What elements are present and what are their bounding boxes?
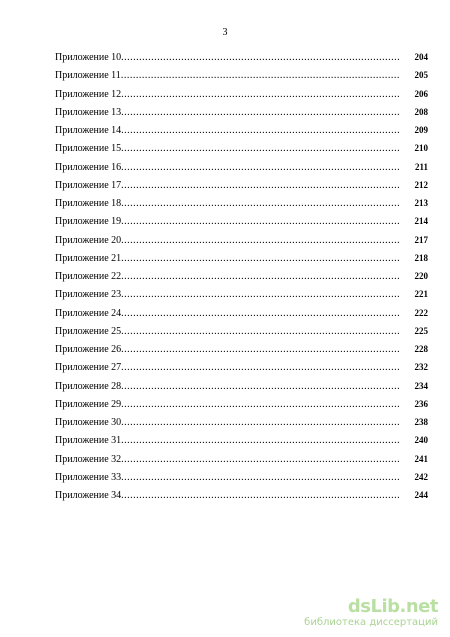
toc-leader-dots bbox=[121, 177, 400, 195]
toc-label: Приложение 12 bbox=[55, 88, 122, 100]
toc-leader-dots bbox=[121, 232, 400, 250]
toc-label: Приложение 25 bbox=[55, 325, 122, 337]
toc-page-number: 211 bbox=[414, 161, 428, 172]
toc-leader-dots bbox=[121, 159, 400, 177]
toc-page-number: 222 bbox=[414, 307, 428, 318]
toc-page-number: 210 bbox=[414, 143, 428, 154]
toc-page-number: 234 bbox=[414, 380, 428, 391]
toc-page-number: 204 bbox=[414, 52, 428, 62]
toc-row bbox=[55, 431, 428, 449]
toc-page-number: 209 bbox=[414, 125, 428, 135]
watermark-logo: dsLib.net bbox=[347, 596, 438, 617]
toc-label: Приложение 29 bbox=[55, 398, 122, 410]
toc-page-number: 206 bbox=[414, 88, 428, 99]
toc-leader-dots bbox=[121, 432, 400, 450]
toc-page-number: 241 bbox=[414, 453, 428, 464]
toc-leader-dots bbox=[121, 359, 400, 377]
watermark bbox=[258, 597, 438, 629]
toc-row bbox=[55, 103, 428, 121]
toc-label: Приложение 22 bbox=[55, 271, 122, 282]
toc-row bbox=[55, 249, 428, 267]
toc-leader-dots bbox=[121, 268, 400, 286]
toc-row bbox=[55, 194, 428, 212]
toc-row bbox=[55, 395, 428, 413]
toc-leader-dots bbox=[121, 469, 400, 487]
toc-row bbox=[55, 450, 428, 468]
toc-label: Приложение 23 bbox=[55, 289, 122, 301]
toc-page-number: 228 bbox=[414, 344, 428, 354]
toc-page-number: 218 bbox=[414, 252, 428, 263]
toc-row bbox=[55, 486, 428, 504]
toc-label: Приложение 13 bbox=[55, 106, 122, 118]
toc-leader-dots bbox=[121, 104, 400, 122]
toc-leader-dots bbox=[121, 140, 400, 158]
toc-leader-dots bbox=[121, 451, 400, 469]
toc-leader-dots bbox=[121, 286, 400, 304]
toc-page-number: 236 bbox=[414, 398, 428, 409]
toc-label: Приложение 14 bbox=[55, 125, 122, 136]
toc-leader-dots bbox=[121, 396, 400, 414]
toc-page-number: 225 bbox=[414, 325, 428, 336]
toc-page-number: 217 bbox=[414, 234, 428, 245]
toc-leader-dots bbox=[121, 378, 400, 396]
toc-label: Приложение 16 bbox=[55, 161, 122, 173]
toc-leader-dots bbox=[121, 323, 400, 341]
toc-label: Приложение 33 bbox=[55, 471, 122, 483]
toc-row bbox=[55, 322, 428, 340]
toc-row bbox=[55, 176, 428, 194]
toc-leader-dots bbox=[121, 86, 400, 104]
toc-label: Приложение 31 bbox=[55, 435, 122, 447]
toc-row bbox=[55, 304, 428, 322]
toc-leader-dots bbox=[121, 195, 400, 213]
table-of-contents bbox=[55, 48, 428, 504]
toc-label: Приложение 11 bbox=[55, 70, 121, 82]
toc-label: Приложение 28 bbox=[55, 380, 122, 392]
toc-page-number: 242 bbox=[414, 471, 428, 482]
toc-leader-dots bbox=[121, 414, 400, 432]
toc-leader-dots bbox=[121, 341, 400, 359]
toc-leader-dots bbox=[121, 305, 400, 323]
toc-page-number: 221 bbox=[414, 289, 428, 300]
toc-page-number: 232 bbox=[414, 362, 428, 373]
toc-label: Приложение 26 bbox=[55, 344, 122, 355]
toc-page-number: 213 bbox=[414, 198, 428, 208]
toc-row bbox=[55, 139, 428, 157]
watermark-subtitle: библиотека диссертаций bbox=[304, 617, 438, 628]
toc-page-number: 240 bbox=[414, 435, 428, 446]
toc-row bbox=[55, 377, 428, 395]
toc-label: Приложение 32 bbox=[55, 453, 122, 465]
toc-label: Приложение 27 bbox=[55, 362, 122, 374]
toc-row bbox=[55, 413, 428, 431]
toc-row bbox=[55, 121, 428, 139]
toc-row bbox=[55, 85, 428, 103]
toc-label: Приложение 15 bbox=[55, 143, 122, 155]
toc-row bbox=[55, 285, 428, 303]
toc-row bbox=[55, 340, 428, 358]
toc-row bbox=[55, 267, 428, 285]
toc-label: Приложение 20 bbox=[55, 234, 122, 246]
toc-row bbox=[55, 158, 428, 176]
toc-leader-dots bbox=[121, 250, 400, 268]
toc-row bbox=[55, 212, 428, 230]
toc-page-number: 205 bbox=[414, 70, 428, 81]
toc-leader-dots bbox=[121, 49, 400, 67]
toc-leader-dots bbox=[121, 122, 400, 140]
toc-page-number: 212 bbox=[414, 179, 428, 190]
toc-row bbox=[55, 48, 428, 66]
toc-page-number: 208 bbox=[414, 106, 428, 117]
toc-leader-dots bbox=[121, 213, 400, 231]
toc-leader-dots bbox=[121, 67, 400, 85]
toc-label: Приложение 10 bbox=[55, 52, 122, 63]
toc-label: Приложение 34 bbox=[55, 490, 122, 501]
toc-row bbox=[55, 66, 428, 84]
toc-row bbox=[55, 358, 428, 376]
toc-label: Приложение 24 bbox=[55, 307, 122, 319]
toc-label: Приложение 30 bbox=[55, 417, 122, 428]
page-number: 3 bbox=[222, 27, 228, 38]
toc-label: Приложение 18 bbox=[55, 198, 122, 209]
toc-row bbox=[55, 231, 428, 249]
toc-leader-dots bbox=[121, 487, 400, 505]
toc-page-number: 220 bbox=[414, 271, 428, 281]
toc-page-number: 244 bbox=[414, 490, 428, 500]
toc-page-number: 214 bbox=[414, 216, 428, 227]
toc-page-number: 238 bbox=[414, 417, 428, 427]
toc-label: Приложение 19 bbox=[55, 216, 122, 228]
toc-label: Приложение 21 bbox=[55, 252, 122, 264]
toc-label: Приложение 17 bbox=[55, 179, 122, 191]
toc-row bbox=[55, 468, 428, 486]
